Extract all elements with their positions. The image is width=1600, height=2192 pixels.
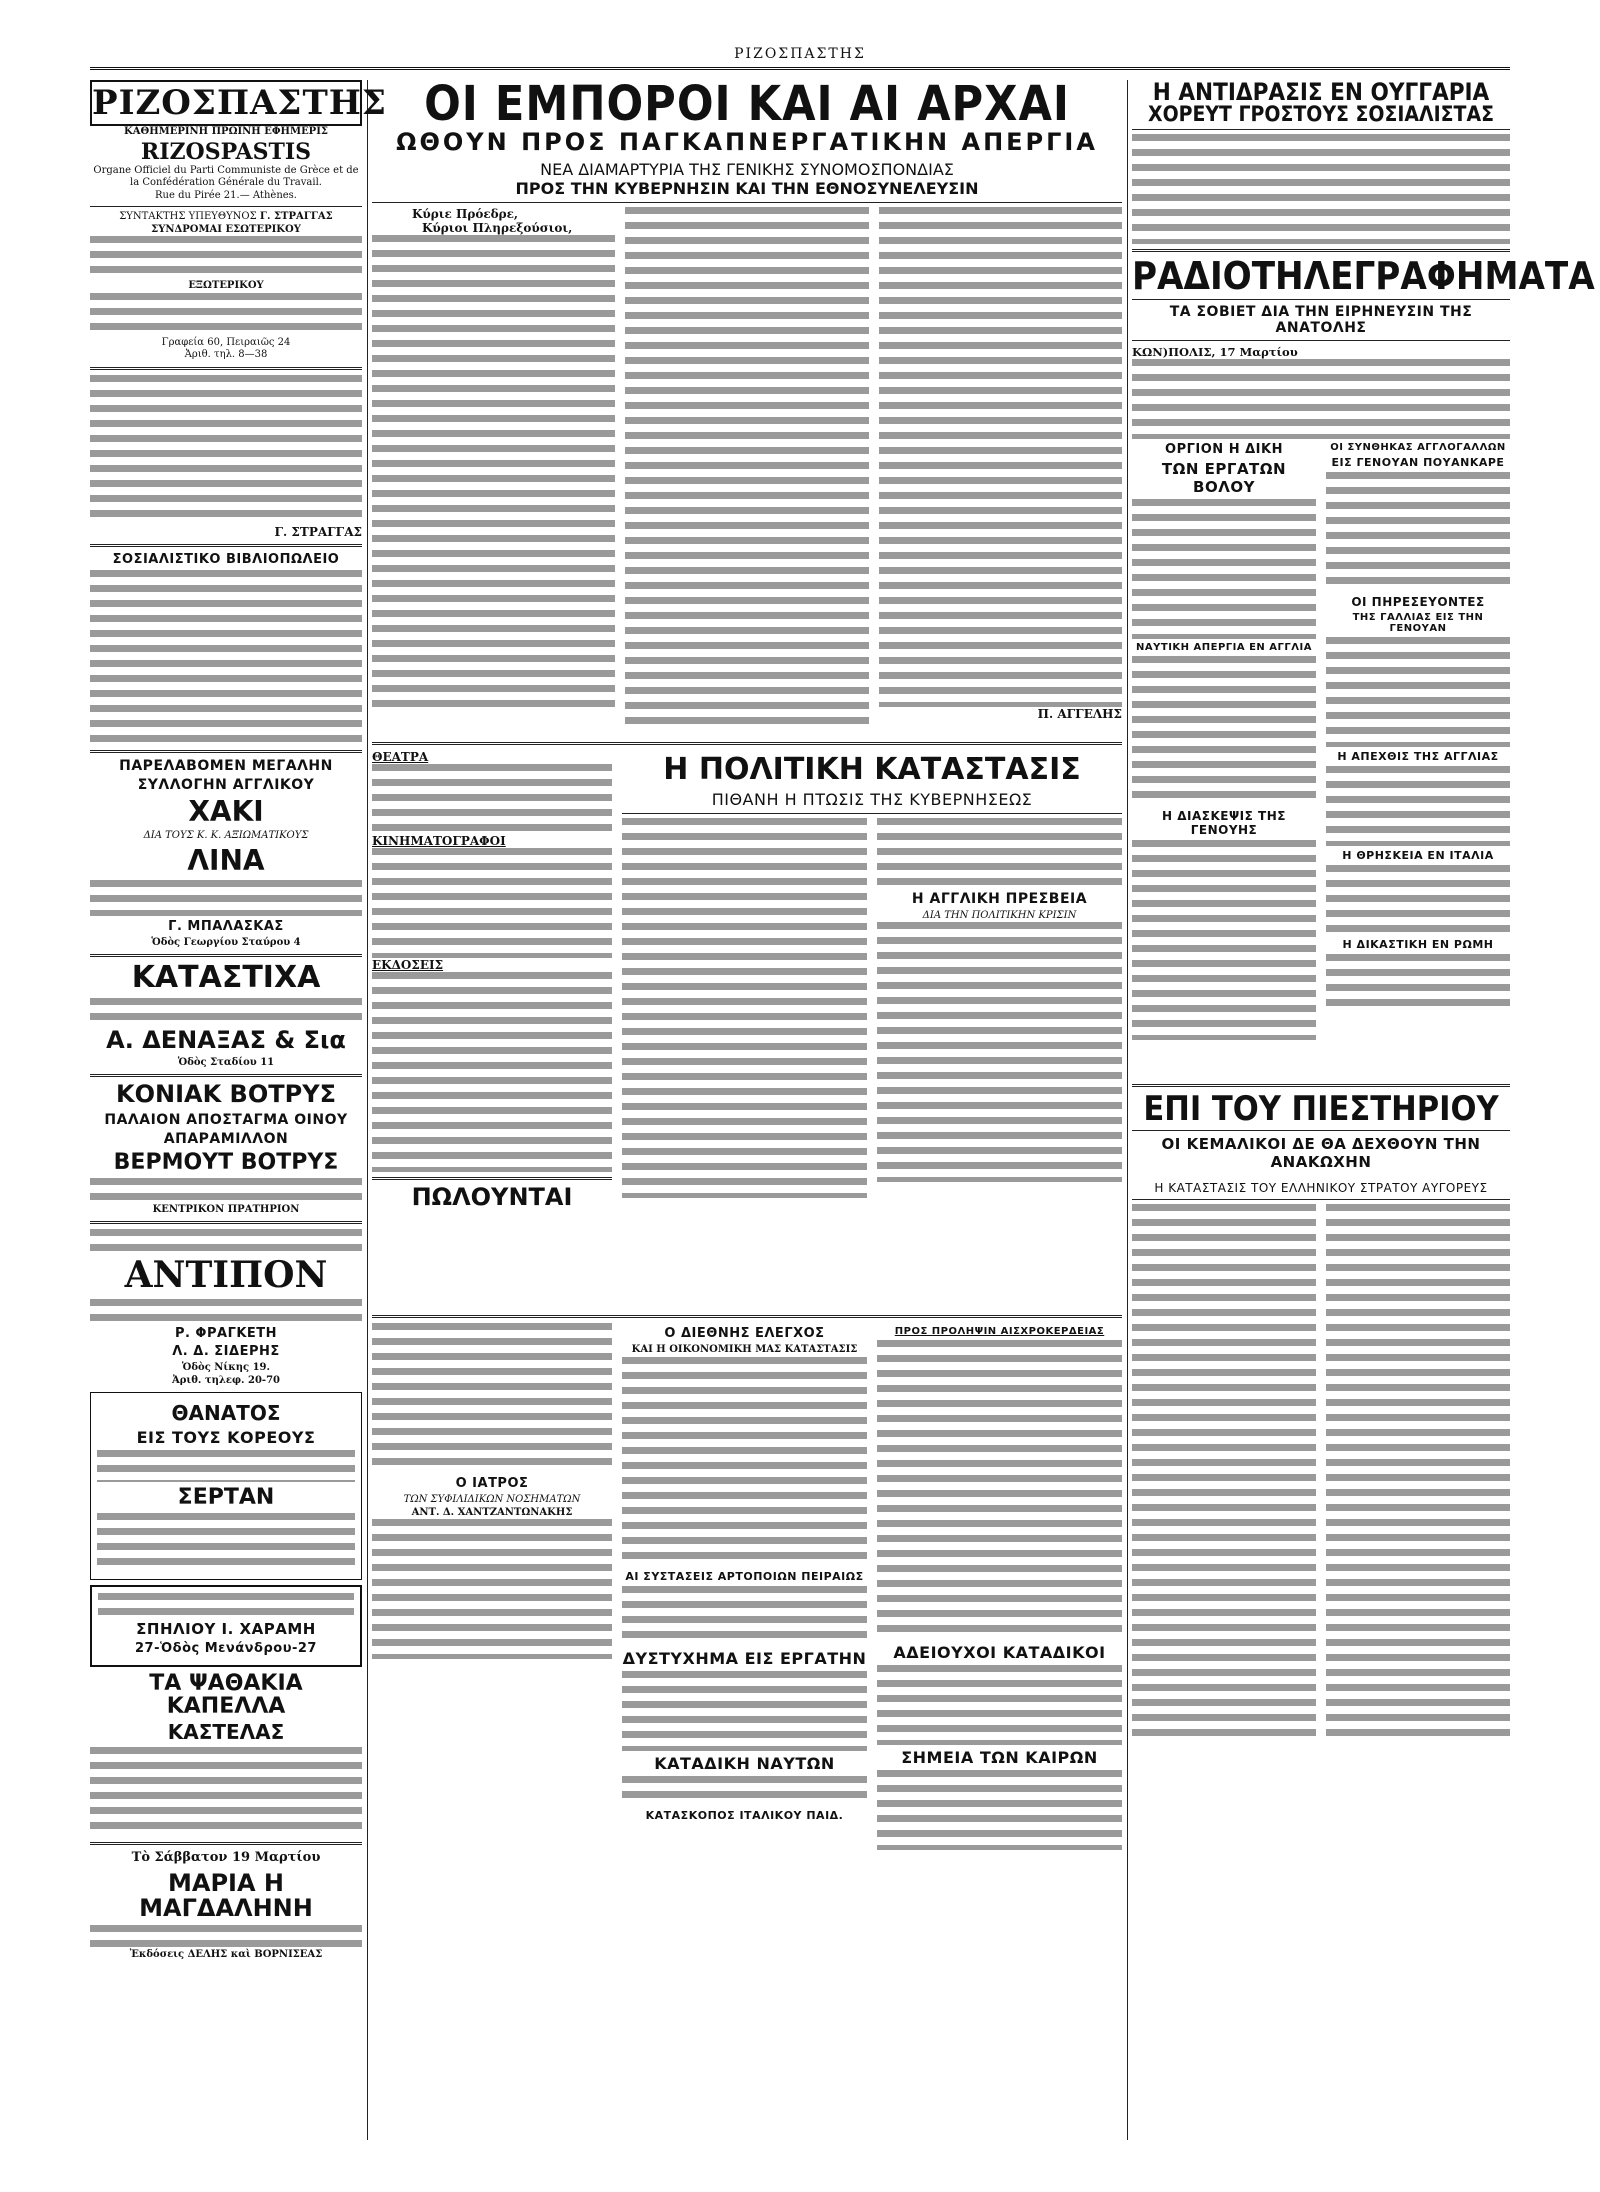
masthead-organ: Organe Officiel du Parti Communiste de Grèce et de la Confédération Générale du Travail. bbox=[93, 164, 359, 188]
editor-name: Γ. ΣΤΡΑΓΓΑΣ bbox=[259, 211, 333, 222]
subscriptions-outer: ΕΞΩΤΕΡΙΚΟΥ bbox=[188, 280, 264, 291]
text-block bbox=[1132, 1204, 1316, 1744]
text-block bbox=[622, 1357, 867, 1567]
soviets-subtitle: ΤΑ ΣΟΒΙΕΤ ΔΙΑ ΤΗΝ ΕΙΡΗΝΕΥΣΙΝ ΤΗΣ ΑΝΑΤΟΛΗΣ bbox=[1169, 304, 1473, 336]
text-block bbox=[1326, 637, 1510, 747]
accident-title: ΔΥΣΤΥΧΗΜΑ ΕΙΣ ΕΡΓΑΤΗΝ bbox=[622, 1648, 867, 1668]
hats-ad: ΤΑ ΨΑΘΑΚΙΑ ΚΑΠΕΛΛΑ ΚΑΣΤΕΛΑΣ bbox=[90, 1672, 362, 1837]
text-block bbox=[372, 764, 612, 834]
left-signature: Γ. ΣΤΡΑΓΓΑΣ bbox=[274, 524, 362, 539]
cinema-title: ΚΙΝΗΜΑΤΟΓΡΑΦΟΙ bbox=[372, 834, 506, 848]
text-block bbox=[372, 972, 612, 1172]
text-block bbox=[622, 1671, 867, 1751]
khaki-ad: ΠΑΡΕΛΑΒΟΜΕΝ ΜΕΓΑΛΗΝ ΣΥΛΛΟΓΗΝ ΑΓΓΛΙΚΟΥ ΧΑΚΙ ΔΙΑ ΤΟΥΣ Κ. Κ. ΑΞΙΩΜΑΤΙΚΟΥΣ ΛΙΝΑ Γ. ΜΠΑΛΑΣΚΑΣ Ὁδὸς Γεωργίου Σταύρου 4 bbox=[90, 758, 362, 950]
greeting-2: Κύριοι Πληρεξούσιοι, bbox=[422, 221, 573, 235]
text-block bbox=[1132, 359, 1510, 439]
bookshop-title: ΣΟΣΙΑΛΙΣΤΙΚΟ ΒΙΒΛΙΟΠΩΛΕΙΟ bbox=[112, 551, 340, 567]
text-block bbox=[372, 848, 612, 958]
subscriptions-inner: ΣΥΝΔΡΟΜΑΙ ΕΣΩΤΕΡΙΚΟΥ bbox=[151, 223, 301, 235]
for-sale-title: ΠΩΛΟΥΝΤΑΙ bbox=[411, 1183, 573, 1211]
text-block bbox=[97, 1450, 355, 1482]
text-block bbox=[877, 1665, 1122, 1745]
italy-title: Η ΘΡΗΣΚΕΙΑ ΕΝ ΙΤΑΛΙΑ bbox=[1342, 849, 1494, 862]
text-block bbox=[1326, 954, 1510, 1014]
control-subtitle: ΚΑΙ Η ΟΙΚΟΝΟΜΙΚΗ ΜΑΣ ΚΑΤΑΣΤΑΣΙΣ bbox=[631, 1344, 858, 1355]
text-block bbox=[372, 1323, 612, 1473]
main-signature: Π. ΑΓΓΕΛΗΣ bbox=[1037, 707, 1122, 721]
center-middle bbox=[372, 750, 1122, 1310]
text-block bbox=[1326, 766, 1510, 846]
delegates-title-b: ΤΗΣ ΓΑΛΛΙΑΣ ΕΙΣ ΤΗΝ ΓΕΝΟΥΑΝ bbox=[1352, 612, 1484, 634]
masthead-subtitle: ΚΑΘΗΜΕΡΙΝΗ ΠΡΩΙΝΗ ΕΦΗΜΕΡΙΣ bbox=[124, 126, 328, 137]
text-block bbox=[372, 235, 615, 715]
text-block bbox=[90, 293, 362, 337]
sailors-title: ΚΑΤΑΔΙΚΗ ΝΑΥΤΩΝ bbox=[654, 1753, 835, 1773]
main-headline: ΟΙ ΕΜΠΟΡΟΙ ΚΑΙ ΑΙ ΑΡΧΑΙ bbox=[424, 76, 1070, 132]
editor-label: ΣΥΝΤΑΚΤΗΣ ΥΠΕΥΘΥΝΟΣ bbox=[119, 211, 257, 222]
optician-ad: ΣΠΗΛΙΟΥ Ι. ΧΑΡΑΜΗ 27-Ὁδὸς Μενάνδρου-27 bbox=[90, 1585, 362, 1667]
text-block bbox=[90, 236, 362, 280]
england-title: Η ΑΠΕΧΘΙΣ ΤΗΣ ΑΓΓΛΙΑΣ bbox=[1337, 750, 1499, 763]
death-ad: ΘΑΝΑΤΟΣ ΕΙΣ ΤΟΥΣ ΚΟΡΕΟΥΣ ΣΕΡΤΑΝ bbox=[90, 1392, 362, 1580]
phone: Ἀριθ. τηλ. 8—38 bbox=[184, 349, 268, 360]
bakers-title: ΑΙ ΣΥΣΤΑΣΕΙΣ ΑΡΤΟΠΟΙΩΝ ΠΕΙΡΑΙΩΣ bbox=[625, 1569, 864, 1583]
main-article bbox=[372, 207, 1122, 737]
bookshop-text bbox=[90, 570, 362, 745]
text-block bbox=[98, 1593, 354, 1617]
profiteering-title: ΠΡΟΣ ΠΡΟΛΗΨΙΝ ΑΙΣΧΡΟΚΕΡΔΕΙΑΣ bbox=[894, 1326, 1105, 1337]
text-block bbox=[877, 922, 1122, 1182]
text-block bbox=[97, 1513, 355, 1573]
text-block bbox=[90, 1925, 362, 1949]
running-head: ΡΙΖΟΣΠΑΣΤΗΣ bbox=[90, 40, 1510, 70]
masthead-latin: RIZOSPASTIS bbox=[140, 138, 312, 165]
greeting-1: Κύριε Πρόεδρε, bbox=[412, 207, 519, 221]
column-rule bbox=[367, 80, 368, 2140]
rome-title: Η ΔΙΚΑΣΤΙΚΗ ΕΝ ΡΩΜΗ bbox=[1342, 938, 1494, 951]
text-block bbox=[372, 1519, 612, 1659]
left-column bbox=[90, 80, 387, 2140]
text-block bbox=[90, 880, 362, 916]
text-block bbox=[1132, 840, 1316, 1040]
kemalists-subtitle: ΟΙ ΚΕΜΑΛΙΚΟΙ ΔΕ ΘΑ ΔΕΧΘΟΥΝ ΤΗΝ ΑΝΑΚΩΧΗΝ bbox=[1161, 1135, 1481, 1171]
text-block bbox=[1132, 499, 1316, 639]
text-block bbox=[1132, 134, 1510, 244]
signs-title: ΣΗΜΕΙΑ ΤΩΝ ΚΑΙΡΩΝ bbox=[901, 1748, 1098, 1767]
delegates-title-a: ΟΙ ΠΗΡΕΣΕΥΟΝΤΕΣ bbox=[1351, 595, 1485, 609]
antipon-ad: ΑΝΤΙΠΟΝ Ρ. ΦΡΑΓΚΕΤΗ Λ. Δ. ΣΙΔΕΡΗΣ Ὁδὸς Νίκης 19. Ἀριθ. τηλεφ. 20-70 bbox=[90, 1229, 362, 1387]
cognac-ad: ΚΟΝΙΑΚ ΒΟΤΡΥΣ ΠΑΛΑΙΟΝ ΑΠΟΣΤΑΓΜΑ ΟΙΝΟΥ ΑΠΑΡΑΜΙΛΛΟΝ ΒΕΡΜΟΥΤ ΒΟΤΡΥΣ ΚΕΝΤΡΙΚΟΝ ΠΡΑΤΗΡΙΟΝ bbox=[90, 1082, 362, 1216]
anglo-french-title-b: ΕΙΣ ΓΕΝΟΥΑΝ ΠΟΥΑΝΚΑΡΕ bbox=[1331, 456, 1505, 469]
control-title: Ο ΔΙΕΘΝΗΣ ΕΛΕΓΧΟΣ bbox=[664, 1326, 825, 1341]
text-block bbox=[90, 1178, 362, 1204]
main-subhead: ΩΘΟΥΝ ΠΡΟΣ ΠΑΓΚΑΠΝΕΡΓΑΤΙΚΗΝ ΑΠΕΡΓΙΑ bbox=[396, 128, 1098, 156]
hungary-title: Η ΑΝΤΙΔΡΑΣΙΣ ΕΝ ΟΥΓΓΑΡΙΑ bbox=[1152, 78, 1490, 106]
text-block bbox=[90, 1299, 362, 1323]
left-article-1 bbox=[90, 375, 362, 525]
political-title: Η ΠΟΛΙΤΙΚΗ ΚΑΤΑΣΤΑΣΙΣ bbox=[663, 752, 1081, 787]
main-deck-1: ΝΕΑ ΔΙΑΜΑΡΤΥΡΙΑ ΤΗΣ ΓΕΝΙΚΗΣ ΣΥΝΟΜΟΣΠΟΝΔΙΑΣ bbox=[540, 160, 954, 179]
center-columns bbox=[372, 76, 1122, 1943]
political-subtitle: ΠΙΘΑΝΗ Η ΠΤΩΣΙΣ ΤΗΣ ΚΥΒΕΡΝΗΣΕΩΣ bbox=[711, 789, 1033, 809]
convicts-title: ΑΔΕΙΟΥΧΟΙ ΚΑΤΑΔΙΚΟΙ bbox=[893, 1643, 1106, 1662]
column-rule bbox=[1127, 80, 1128, 2140]
right-column bbox=[1132, 78, 1595, 2140]
text-block bbox=[90, 1747, 362, 1837]
text-block bbox=[622, 818, 867, 1198]
text-block bbox=[625, 207, 868, 727]
theatre-title: ΘΕΑΤΡΑ bbox=[372, 750, 429, 764]
text-block bbox=[622, 1586, 867, 1646]
volos-trial-title-a: ΟΡΓΙΟΝ Η ΔΙΚΗ bbox=[1165, 442, 1283, 457]
text-block bbox=[877, 1340, 1122, 1640]
text-block bbox=[1326, 472, 1510, 592]
masthead-address: Rue du Pirée 21.— Athènes. bbox=[155, 189, 297, 201]
dateline: ΚΩΝ)ΠΟΛΙΣ, 17 Μαρτίου bbox=[1132, 345, 1298, 359]
naval-strike-title: ΝΑΥΤΙΚΗ ΑΠΕΡΓΙΑ ΕΝ ΑΓΓΛΙΑ bbox=[1136, 642, 1312, 653]
main-deck-2: ΠΡΟΣ ΤΗΝ ΚΥΒΕΡΝΗΣΙΝ ΚΑΙ ΤΗΝ ΕΘΝΟΣΥΝΕΛΕΥΣΙΝ bbox=[515, 179, 979, 198]
book-ad: Τὸ Σάββατον 19 Μαρτίου ΜΑΡΙΑ Η ΜΑΓΔΑΛΗΝΗ Ἐκδόσεις ΔΕΛΗΣ καὶ ΒΟΡΝΙΣΕΑΣ bbox=[90, 1850, 362, 1961]
doctor-subtitle: ΤΩΝ ΣΥΦΙΛΙΔΙΚΩΝ ΝΟΣΗΜΑΤΩΝ bbox=[403, 1494, 581, 1505]
embassy-title: Η ΑΓΓΛΙΚΗ ΠΡΕΣΒΕΙΑ bbox=[911, 890, 1088, 907]
greek-army-subtitle: Η ΚΑΤΑΣΤΑΣΙΣ ΤΟΥ ΕΛΛΗΝΙΚΟΥ ΣΤΡΑΤΟΥ ΑΥΓΟΡΕΥΣ bbox=[1154, 1181, 1488, 1195]
hungary-subtitle: ΧΟΡΕΥΤ ΓΡΟΣΤΟΥΣ ΣΟΣΙΑΛΙΣΤΑΣ bbox=[1148, 102, 1494, 126]
text-block bbox=[90, 1229, 362, 1253]
anglo-french-title-a: ΟΙ ΣΥΝΘΗΚΑΣ ΑΓΓΛΟΓΑΛΛΩΝ bbox=[1330, 442, 1506, 453]
embassy-subtitle: ΔΙΑ ΤΗΝ ΠΟΛΙΤΙΚΗΝ ΚΡΙΣΙΝ bbox=[922, 909, 1077, 921]
ledgers-ad: ΚΑΤΑΣΤΙΧΑ Α. ΔΕΝΑΞΑΣ & Σια Ὁδὸς Σταδίου 11 bbox=[90, 962, 362, 1069]
newspaper-page bbox=[90, 40, 1595, 2160]
volos-trial-title-b: ΤΩΝ ΕΡΓΑΤΩΝ ΒΟΛΟΥ bbox=[1161, 460, 1287, 496]
text-block bbox=[877, 1770, 1122, 1850]
radiotelegrams-title: ΡΑΔΙΟΤΗΛΕΓΡΑΦΗΜΑΤΑ bbox=[1132, 254, 1595, 298]
text-block bbox=[622, 1776, 867, 1806]
masthead-title: ΡΙΖΟΣΠΑΣΤΗΣ bbox=[90, 80, 362, 126]
offices: Γραφεία 60, Πειραιῶς 24 bbox=[161, 336, 291, 348]
spy-title: ΚΑΤΑΣΚΟΠΟΣ ΙΤΑΛΙΚΟΥ ΠΑΙΔ. bbox=[645, 1808, 844, 1822]
text-block bbox=[879, 207, 1122, 707]
doctor-title: Ο ΙΑΤΡΟΣ bbox=[455, 1476, 529, 1491]
center-bottom bbox=[372, 1323, 1122, 1943]
text-block bbox=[90, 998, 362, 1024]
text-block bbox=[1132, 656, 1316, 806]
publications-title: ΕΚΔΟΣΕΙΣ bbox=[372, 958, 444, 972]
genoa-conference-title: Η ΔΙΑΣΚΕΨΙΣ ΤΗΣ ΓΕΝΟΥΗΣ bbox=[1162, 809, 1286, 837]
doctor-name: ΑΝΤ. Δ. ΧΑΝΤΖΑΝΤΩΝΑΚΗΣ bbox=[411, 1506, 573, 1518]
text-block bbox=[1326, 865, 1510, 935]
press-title: ΕΠΙ ΤΟΥ ΠΙΕΣΤΗΡΙΟΥ bbox=[1143, 1089, 1499, 1129]
text-block bbox=[1326, 1204, 1510, 1744]
text-block bbox=[877, 818, 1122, 888]
